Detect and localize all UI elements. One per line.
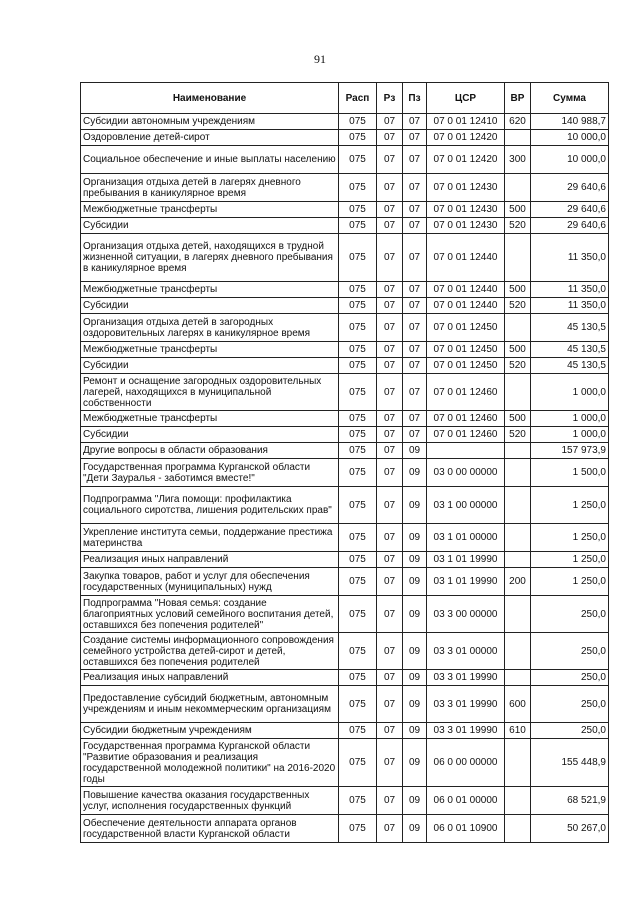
cell-pz: 09 — [403, 670, 427, 686]
cell-vr: 300 — [505, 146, 531, 174]
cell-pz: 07 — [403, 146, 427, 174]
cell-vr — [505, 487, 531, 524]
cell-pz: 09 — [403, 633, 427, 670]
cell-pz: 07 — [403, 411, 427, 427]
cell-vr — [505, 596, 531, 633]
cell-name: Межбюджетные трансферты — [81, 282, 339, 298]
cell-csr: 07 0 01 12430 — [427, 174, 505, 202]
cell-rz: 07 — [377, 487, 403, 524]
table-row — [81, 218, 609, 234]
cell-sum: 1 250,0 — [531, 552, 609, 568]
cell-pz: 07 — [403, 282, 427, 298]
header-rz: Рз — [377, 83, 403, 114]
cell-name: Организация отдыха детей в лагерях дневного пребывания в каникулярное время — [81, 174, 339, 202]
cell-name: Создание системы информационного сопровождения семейного устройства детей-сирот и детей, оставшихся без попечения родителей — [81, 633, 339, 670]
cell-rasp: 075 — [339, 374, 377, 411]
cell-name: Оздоровление детей-сирот — [81, 130, 339, 146]
cell-csr: 07 0 01 12430 — [427, 218, 505, 234]
header-vr: ВР — [505, 83, 531, 114]
cell-rz: 07 — [377, 524, 403, 552]
cell-pz: 09 — [403, 459, 427, 487]
cell-csr: 07 0 01 12430 — [427, 202, 505, 218]
cell-sum: 1 000,0 — [531, 374, 609, 411]
cell-csr: 07 0 01 12450 — [427, 358, 505, 374]
table-row — [81, 568, 609, 596]
cell-pz: 07 — [403, 298, 427, 314]
cell-sum: 250,0 — [531, 596, 609, 633]
cell-vr — [505, 524, 531, 552]
cell-pz: 09 — [403, 739, 427, 787]
cell-rasp: 075 — [339, 815, 377, 843]
cell-name: Субсидии — [81, 427, 339, 443]
cell-sum: 50 267,0 — [531, 815, 609, 843]
cell-pz: 07 — [403, 314, 427, 342]
cell-vr: 520 — [505, 298, 531, 314]
table-row — [81, 282, 609, 298]
cell-name: Субсидии — [81, 298, 339, 314]
table-row — [81, 427, 609, 443]
cell-rz: 07 — [377, 686, 403, 723]
cell-rz: 07 — [377, 234, 403, 282]
cell-pz: 09 — [403, 443, 427, 459]
cell-rz: 07 — [377, 298, 403, 314]
cell-rz: 07 — [377, 202, 403, 218]
cell-pz: 09 — [403, 568, 427, 596]
cell-csr: 03 1 01 19990 — [427, 552, 505, 568]
cell-vr: 610 — [505, 723, 531, 739]
page-number: 91 — [314, 52, 326, 66]
cell-sum: 10 000,0 — [531, 130, 609, 146]
cell-csr: 03 1 00 00000 — [427, 487, 505, 524]
cell-sum: 29 640,6 — [531, 218, 609, 234]
cell-vr: 520 — [505, 358, 531, 374]
cell-rasp: 075 — [339, 298, 377, 314]
cell-rasp: 075 — [339, 342, 377, 358]
table-row — [81, 234, 609, 282]
cell-sum: 29 640,6 — [531, 202, 609, 218]
cell-sum: 1 250,0 — [531, 568, 609, 596]
cell-rz: 07 — [377, 130, 403, 146]
cell-rasp: 075 — [339, 146, 377, 174]
cell-vr — [505, 815, 531, 843]
cell-rz: 07 — [377, 282, 403, 298]
table-row — [81, 552, 609, 568]
cell-vr — [505, 739, 531, 787]
header-pz: Пз — [403, 83, 427, 114]
cell-pz: 09 — [403, 524, 427, 552]
cell-csr: 07 0 01 12420 — [427, 146, 505, 174]
cell-sum: 1 500,0 — [531, 459, 609, 487]
cell-csr: 03 3 01 00000 — [427, 633, 505, 670]
cell-rz: 07 — [377, 739, 403, 787]
cell-sum: 45 130,5 — [531, 358, 609, 374]
cell-pz: 09 — [403, 815, 427, 843]
cell-rasp: 075 — [339, 358, 377, 374]
table-row — [81, 411, 609, 427]
cell-csr: 03 1 01 19990 — [427, 568, 505, 596]
cell-rz: 07 — [377, 174, 403, 202]
cell-rz: 07 — [377, 723, 403, 739]
cell-sum: 11 350,0 — [531, 298, 609, 314]
cell-pz: 07 — [403, 358, 427, 374]
cell-rasp: 075 — [339, 787, 377, 815]
cell-rasp: 075 — [339, 427, 377, 443]
cell-pz: 09 — [403, 552, 427, 568]
cell-rz: 07 — [377, 552, 403, 568]
table-row — [81, 596, 609, 633]
cell-name: Межбюджетные трансферты — [81, 202, 339, 218]
cell-rasp: 075 — [339, 739, 377, 787]
cell-csr: 07 0 01 12420 — [427, 130, 505, 146]
cell-rasp: 075 — [339, 130, 377, 146]
cell-csr: 07 0 01 12440 — [427, 298, 505, 314]
header-name: Наименование — [81, 83, 339, 114]
cell-vr — [505, 314, 531, 342]
cell-name: Межбюджетные трансферты — [81, 342, 339, 358]
table-row — [81, 358, 609, 374]
cell-sum: 250,0 — [531, 686, 609, 723]
cell-name: Организация отдыха детей в загородных оздоровительных лагерях в каникулярное время — [81, 314, 339, 342]
cell-name: Подпрограмма "Лига помощи: профилактика социального сиротства, лишения родительских прав" — [81, 487, 339, 524]
cell-vr — [505, 670, 531, 686]
table-row — [81, 723, 609, 739]
cell-name: Государственная программа Курганской области "Дети Зауралья - заботимся вместе!" — [81, 459, 339, 487]
cell-rasp: 075 — [339, 282, 377, 298]
cell-csr: 03 1 01 00000 — [427, 524, 505, 552]
cell-pz: 09 — [403, 686, 427, 723]
cell-sum: 140 988,7 — [531, 114, 609, 130]
cell-csr: 03 3 00 00000 — [427, 596, 505, 633]
cell-sum: 11 350,0 — [531, 282, 609, 298]
cell-sum: 45 130,5 — [531, 342, 609, 358]
cell-pz: 09 — [403, 787, 427, 815]
cell-rasp: 075 — [339, 202, 377, 218]
cell-rasp: 075 — [339, 234, 377, 282]
cell-name: Укрепление института семьи, поддержание престижа материнства — [81, 524, 339, 552]
cell-pz: 07 — [403, 114, 427, 130]
table-row — [81, 298, 609, 314]
cell-rz: 07 — [377, 459, 403, 487]
table-row — [81, 443, 609, 459]
cell-csr — [427, 443, 505, 459]
cell-rz: 07 — [377, 314, 403, 342]
cell-rasp: 075 — [339, 723, 377, 739]
cell-csr: 06 0 01 10900 — [427, 815, 505, 843]
budget-table — [80, 82, 609, 843]
cell-rasp: 075 — [339, 174, 377, 202]
cell-rz: 07 — [377, 146, 403, 174]
cell-rz: 07 — [377, 427, 403, 443]
cell-name: Субсидии бюджетным учреждениям — [81, 723, 339, 739]
cell-rz: 07 — [377, 787, 403, 815]
cell-csr: 07 0 01 12460 — [427, 411, 505, 427]
cell-vr — [505, 443, 531, 459]
cell-vr: 500 — [505, 282, 531, 298]
cell-rasp: 075 — [339, 596, 377, 633]
cell-csr: 06 0 00 00000 — [427, 739, 505, 787]
cell-vr — [505, 787, 531, 815]
cell-vr: 500 — [505, 342, 531, 358]
cell-rasp: 075 — [339, 411, 377, 427]
cell-rz: 07 — [377, 218, 403, 234]
cell-rz: 07 — [377, 815, 403, 843]
cell-vr — [505, 374, 531, 411]
cell-sum: 155 448,9 — [531, 739, 609, 787]
cell-csr: 07 0 01 12460 — [427, 427, 505, 443]
cell-pz: 07 — [403, 427, 427, 443]
cell-pz: 07 — [403, 218, 427, 234]
cell-pz: 07 — [403, 174, 427, 202]
cell-rasp: 075 — [339, 670, 377, 686]
cell-sum: 29 640,6 — [531, 174, 609, 202]
cell-name: Реализация иных направлений — [81, 670, 339, 686]
table-row — [81, 114, 609, 130]
cell-rz: 07 — [377, 568, 403, 596]
cell-name: Организация отдыха детей, находящихся в трудной жизненной ситуации, в лагерях дневного пребывания в каникулярное время — [81, 234, 339, 282]
cell-rz: 07 — [377, 596, 403, 633]
cell-rasp: 075 — [339, 633, 377, 670]
table-row — [81, 130, 609, 146]
table-row — [81, 739, 609, 787]
header-rasp: Расп — [339, 83, 377, 114]
cell-name: Социальное обеспечение и иные выплаты населению — [81, 146, 339, 174]
cell-csr: 07 0 01 12440 — [427, 234, 505, 282]
cell-pz: 09 — [403, 596, 427, 633]
cell-csr: 07 0 01 12460 — [427, 374, 505, 411]
cell-rz: 07 — [377, 358, 403, 374]
cell-pz: 07 — [403, 234, 427, 282]
cell-vr — [505, 174, 531, 202]
cell-name: Государственная программа Курганской области "Развитие образования и реализация государственной молодежной политики" на 2016-2020 годы — [81, 739, 339, 787]
cell-csr: 03 0 00 00000 — [427, 459, 505, 487]
cell-rasp: 075 — [339, 114, 377, 130]
cell-csr: 07 0 01 12450 — [427, 314, 505, 342]
cell-rz: 07 — [377, 633, 403, 670]
cell-csr: 06 0 01 00000 — [427, 787, 505, 815]
cell-csr: 07 0 01 12440 — [427, 282, 505, 298]
cell-vr: 520 — [505, 427, 531, 443]
cell-rz: 07 — [377, 443, 403, 459]
table-row — [81, 787, 609, 815]
header-csr: ЦСР — [427, 83, 505, 114]
cell-vr: 500 — [505, 202, 531, 218]
cell-rasp: 075 — [339, 686, 377, 723]
cell-rasp: 075 — [339, 314, 377, 342]
header-sum: Сумма — [531, 83, 609, 114]
cell-vr: 200 — [505, 568, 531, 596]
table-row — [81, 374, 609, 411]
cell-vr — [505, 459, 531, 487]
cell-sum: 1 000,0 — [531, 411, 609, 427]
cell-vr — [505, 633, 531, 670]
cell-vr: 520 — [505, 218, 531, 234]
cell-csr: 03 3 01 19990 — [427, 723, 505, 739]
cell-name: Подпрограмма "Новая семья: создание благоприятных условий семейного воспитания детей, оставшихся без попечения родителей" — [81, 596, 339, 633]
cell-rasp: 075 — [339, 218, 377, 234]
cell-name: Другие вопросы в области образования — [81, 443, 339, 459]
cell-name: Обеспечение деятельности аппарата органов государственной власти Курганской области — [81, 815, 339, 843]
cell-name: Реализация иных направлений — [81, 552, 339, 568]
cell-csr: 07 0 01 12450 — [427, 342, 505, 358]
table-row — [81, 633, 609, 670]
cell-sum: 10 000,0 — [531, 146, 609, 174]
table-row — [81, 815, 609, 843]
cell-name: Предоставление субсидий бюджетным, автономным учреждениям и иным некоммерческим организациям — [81, 686, 339, 723]
cell-vr — [505, 234, 531, 282]
cell-pz: 07 — [403, 342, 427, 358]
cell-sum: 1 250,0 — [531, 524, 609, 552]
cell-csr: 03 3 01 19990 — [427, 686, 505, 723]
cell-rasp: 075 — [339, 568, 377, 596]
cell-rz: 07 — [377, 411, 403, 427]
cell-rasp: 075 — [339, 524, 377, 552]
cell-sum: 45 130,5 — [531, 314, 609, 342]
table-row — [81, 146, 609, 174]
cell-vr: 620 — [505, 114, 531, 130]
cell-sum: 1 250,0 — [531, 487, 609, 524]
cell-name: Ремонт и оснащение загородных оздоровительных лагерей, находящихся в муниципальной собственности — [81, 374, 339, 411]
cell-vr — [505, 552, 531, 568]
table-row — [81, 670, 609, 686]
cell-csr: 03 3 01 19990 — [427, 670, 505, 686]
cell-vr — [505, 130, 531, 146]
cell-rasp: 075 — [339, 459, 377, 487]
table-row — [81, 202, 609, 218]
table-header-row — [81, 83, 609, 114]
table-row — [81, 314, 609, 342]
cell-sum: 250,0 — [531, 723, 609, 739]
cell-name: Закупка товаров, работ и услуг для обеспечения государственных (муниципальных) нужд — [81, 568, 339, 596]
cell-pz: 09 — [403, 487, 427, 524]
cell-pz: 07 — [403, 130, 427, 146]
table-row — [81, 524, 609, 552]
cell-sum: 11 350,0 — [531, 234, 609, 282]
cell-pz: 09 — [403, 723, 427, 739]
cell-rz: 07 — [377, 374, 403, 411]
table-row — [81, 342, 609, 358]
table-row — [81, 686, 609, 723]
table-row — [81, 174, 609, 202]
cell-rasp: 075 — [339, 487, 377, 524]
cell-pz: 07 — [403, 202, 427, 218]
cell-rasp: 075 — [339, 552, 377, 568]
cell-rz: 07 — [377, 342, 403, 358]
cell-sum: 68 521,9 — [531, 787, 609, 815]
cell-name: Субсидии автономным учреждениям — [81, 114, 339, 130]
cell-name: Повышение качества оказания государственных услуг, исполнения государственных функций — [81, 787, 339, 815]
cell-sum: 250,0 — [531, 670, 609, 686]
cell-name: Субсидии — [81, 218, 339, 234]
cell-rz: 07 — [377, 670, 403, 686]
cell-rz: 07 — [377, 114, 403, 130]
table-row — [81, 459, 609, 487]
table-row — [81, 487, 609, 524]
cell-vr: 600 — [505, 686, 531, 723]
cell-sum: 1 000,0 — [531, 427, 609, 443]
cell-csr: 07 0 01 12410 — [427, 114, 505, 130]
cell-name: Межбюджетные трансферты — [81, 411, 339, 427]
cell-sum: 250,0 — [531, 633, 609, 670]
cell-vr: 500 — [505, 411, 531, 427]
cell-name: Субсидии — [81, 358, 339, 374]
cell-sum: 157 973,9 — [531, 443, 609, 459]
cell-pz: 07 — [403, 374, 427, 411]
cell-rasp: 075 — [339, 443, 377, 459]
